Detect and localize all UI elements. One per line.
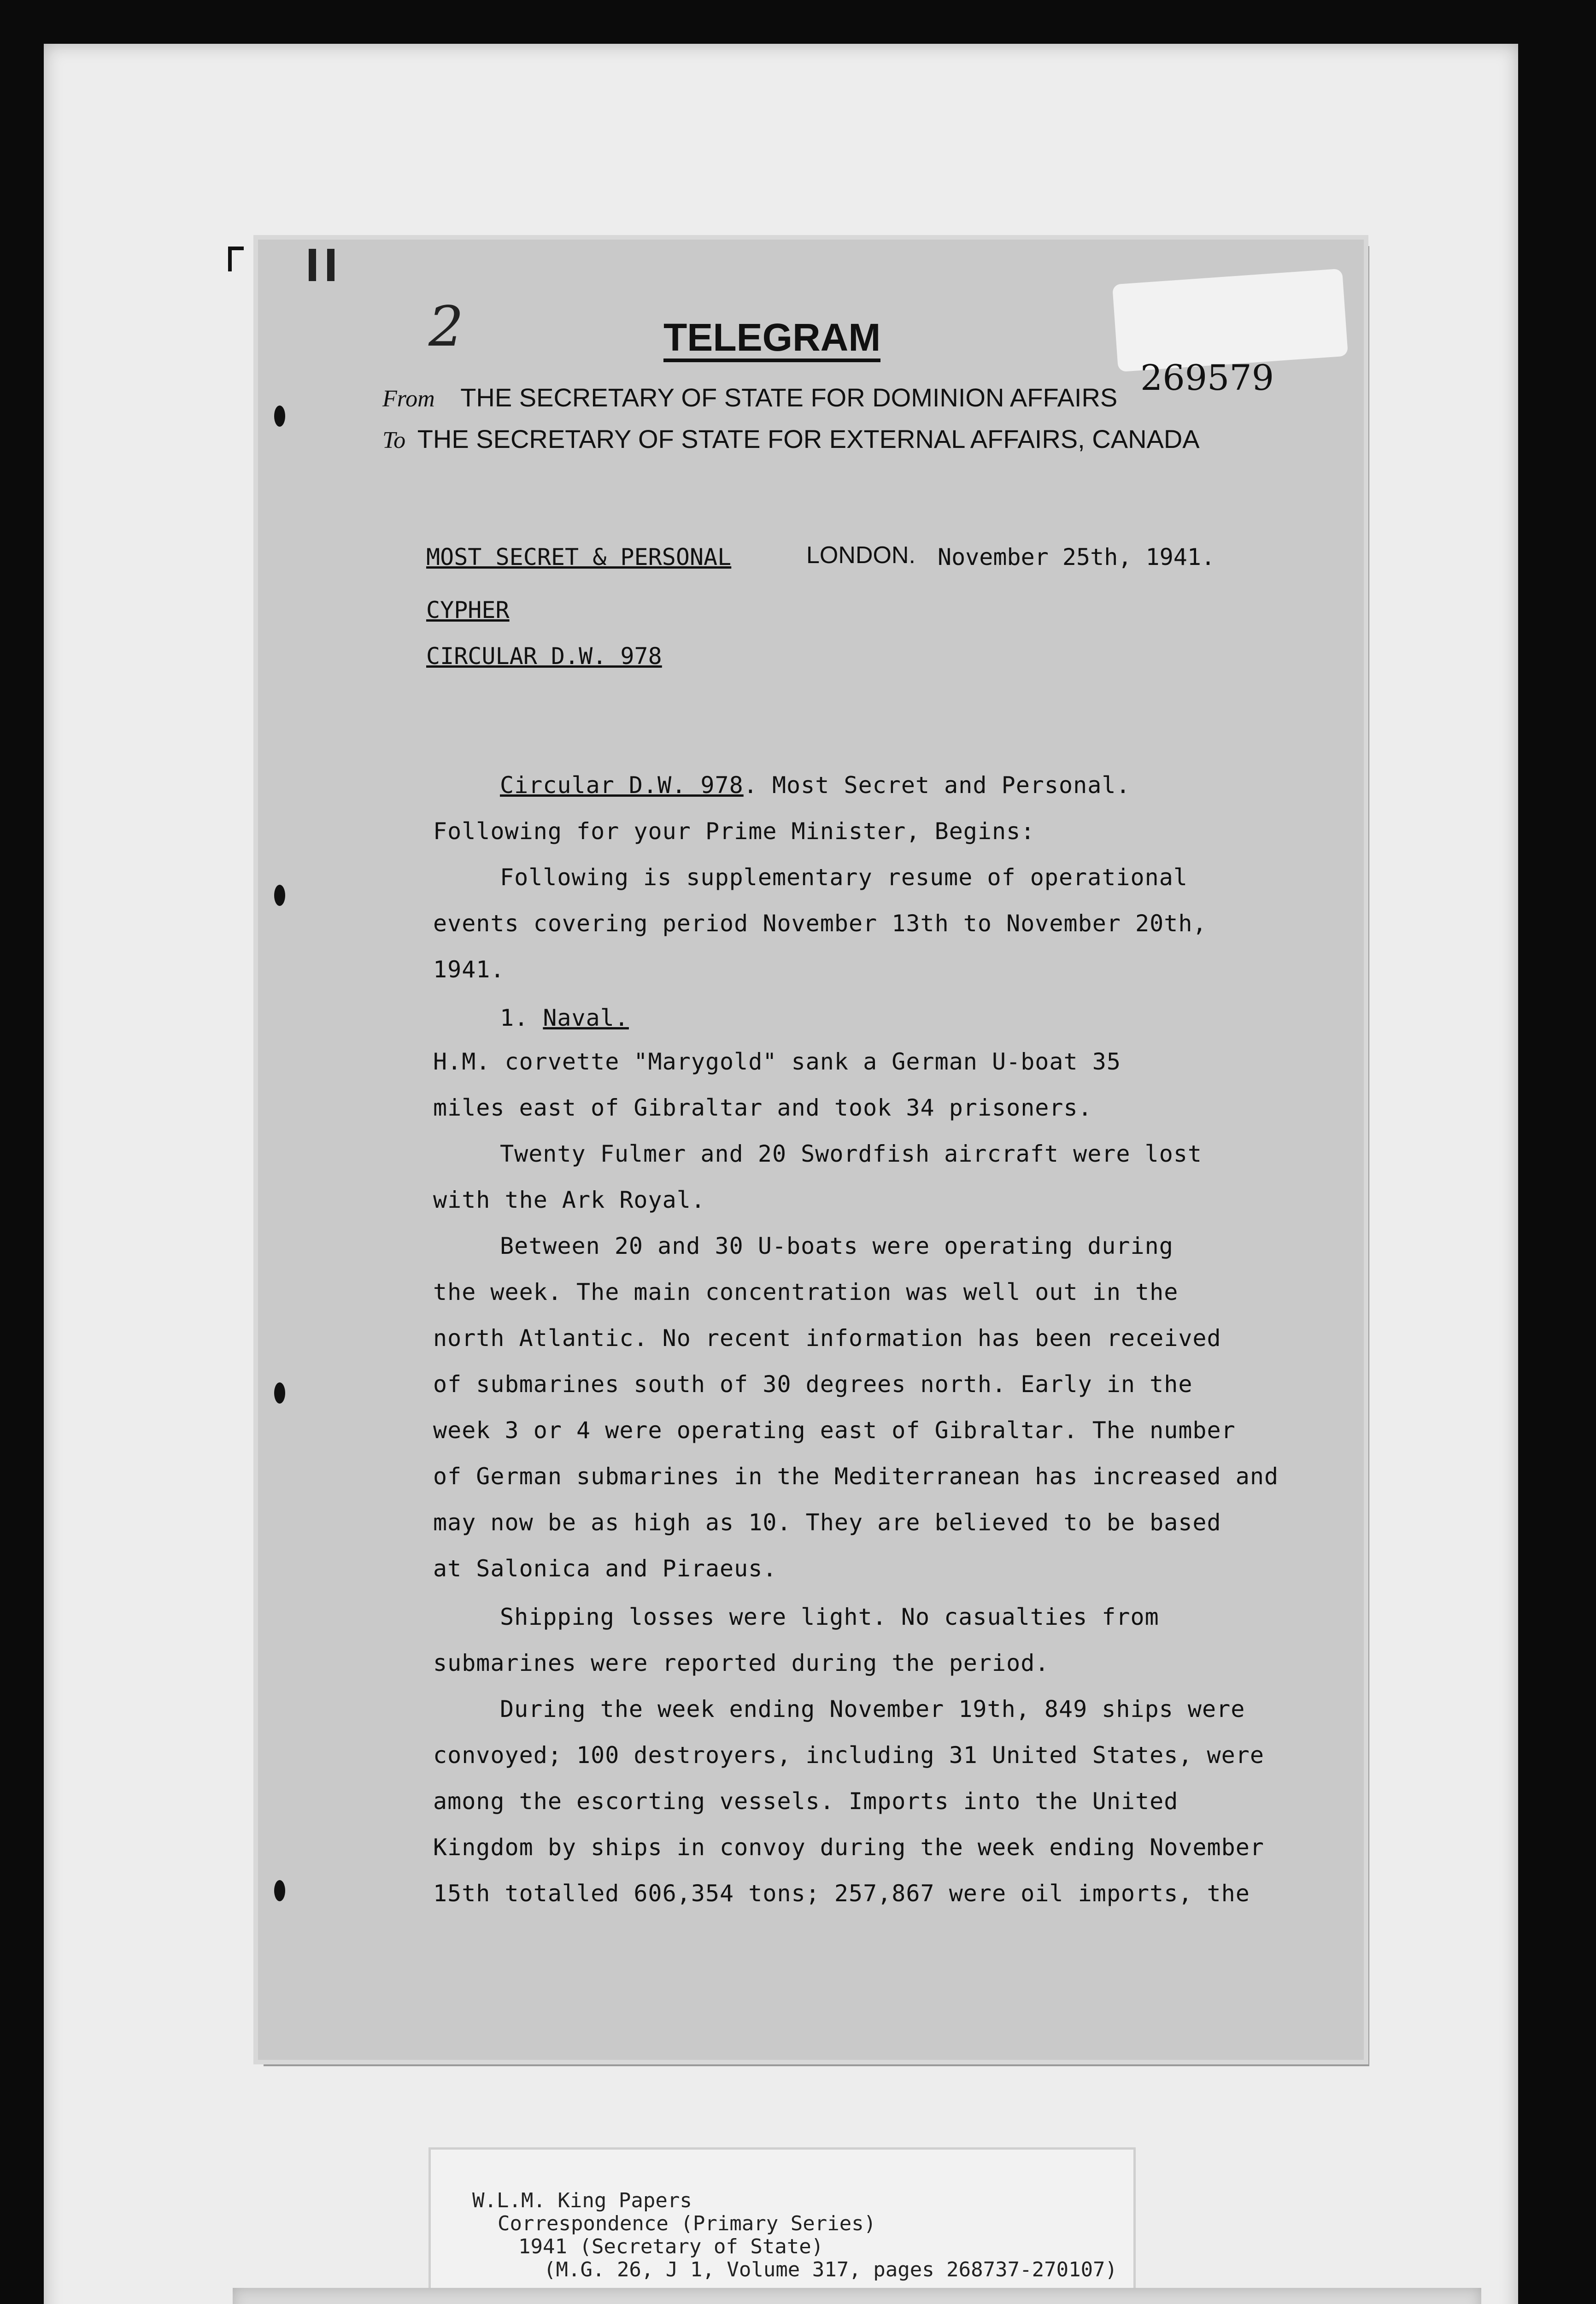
crop-mark-left: [228, 247, 244, 271]
punch-hole: [274, 406, 285, 427]
collection-label: [431, 2150, 1133, 2292]
staple-mark: [309, 249, 316, 281]
punch-hole: [274, 885, 285, 906]
from-label: From: [382, 386, 435, 412]
place: LONDON.: [806, 542, 915, 569]
body-line: Shipping losses were light. No casualties from: [500, 1604, 1159, 1630]
label-series: Correspondence (Primary Series): [498, 2212, 876, 2235]
telegram-title: TELEGRAM: [663, 318, 880, 362]
tape-strip: [1112, 269, 1348, 372]
body-line: Following is supplementary resume of operational: [500, 864, 1188, 891]
punch-hole: [274, 1880, 285, 1901]
body-line: 15th totalled 606,354 tons; 257,867 were oil imports, the: [433, 1880, 1250, 1907]
document-number: 269579: [1140, 357, 1274, 398]
body-line: with the Ark Royal.: [433, 1187, 705, 1213]
body-line: north Atlantic. No recent information has been received: [433, 1325, 1221, 1352]
from-line: [382, 382, 1117, 412]
section-heading: 1. Naval.: [500, 1005, 629, 1031]
body-line: convoyed; 100 destroyers, including 31 United States, were: [433, 1742, 1264, 1769]
body-line: at Salonica and Piraeus.: [433, 1555, 777, 1582]
staple-mark: [327, 249, 334, 281]
body-line: Kingdom by ships in convoy during the week ending November: [433, 1834, 1264, 1861]
archives-stamp: [233, 2288, 1481, 2304]
circular-reference: CIRCULAR D.W. 978: [426, 643, 662, 670]
label-file: 1941 (Secretary of State): [518, 2235, 824, 2258]
to-text: THE SECRETARY OF STATE FOR EXTERNAL AFFAIRS, CANADA: [417, 424, 1200, 453]
body-line: may now be as high as 10. They are believed to be based: [433, 1509, 1221, 1536]
date: November 25th, 1941.: [938, 544, 1215, 570]
body-line: During the week ending November 19th, 849 ships were: [500, 1696, 1245, 1722]
body-line: 1941.: [433, 956, 505, 983]
body-line: Following for your Prime Minister, Begins:: [433, 818, 1035, 845]
punch-hole: [274, 1382, 285, 1404]
body-line: of German submarines in the Mediterranean has increased and: [433, 1463, 1279, 1490]
body-line: Between 20 and 30 U-boats were operating during: [500, 1233, 1174, 1259]
to-line: [382, 424, 1200, 454]
body-line: events covering period November 13th to November 20th,: [433, 910, 1207, 937]
body-line: Circular D.W. 978. Most Secret and Personal.: [500, 772, 1131, 799]
body-line: miles east of Gibraltar and took 34 prisoners.: [433, 1094, 1092, 1121]
body-line: H.M. corvette "Marygold" sank a German U-boat 35: [433, 1048, 1121, 1075]
body-line: Twenty Fulmer and 20 Swordfish aircraft were lost: [500, 1140, 1203, 1167]
body-line: week 3 or 4 were operating east of Gibraltar. The number: [433, 1417, 1236, 1444]
label-collection: W.L.M. King Papers: [472, 2189, 692, 2212]
transmission-method: CYPHER: [426, 597, 510, 623]
from-text: THE SECRETARY OF STATE FOR DOMINION AFFAIRS: [460, 383, 1118, 412]
body-line: of submarines south of 30 degrees north. Early in the: [433, 1371, 1193, 1398]
body-line: the week. The main concentration was well out in the: [433, 1279, 1179, 1305]
label-reference: (M.G. 26, J 1, Volume 317, pages 268737-270107): [544, 2258, 1118, 2281]
body-line: submarines were reported during the period.: [433, 1650, 1050, 1676]
body-line: among the escorting vessels. Imports into the United: [433, 1788, 1179, 1815]
classification: MOST SECRET & PERSONAL: [426, 544, 732, 570]
to-label: To: [382, 427, 406, 453]
page-number-handwritten: 2: [428, 295, 464, 359]
